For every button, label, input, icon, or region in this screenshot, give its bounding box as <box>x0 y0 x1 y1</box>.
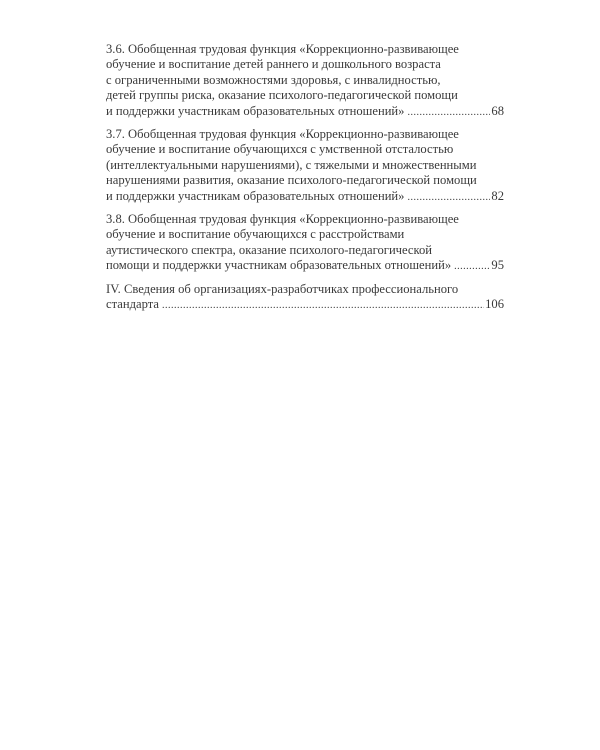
toc-entry-line: 3.7. Обобщенная трудовая функция «Коррекционно-развивающее <box>106 127 459 142</box>
toc-entry-line: обучение и воспитание обучающихся с расстройствами <box>106 227 405 242</box>
toc-entry-line: с ограниченными возможностями здоровья, с инвалидностью, <box>106 72 441 87</box>
toc-entry-3-8[interactable] <box>106 212 504 275</box>
toc-entry-line: детей группы риска, оказание психолого-педагогической помощи <box>106 88 458 103</box>
toc-entry-line: IV. Сведения об организациях-разработчиках профессионального <box>106 281 459 296</box>
toc-entry-line: аутистического спектра, оказание психолого-педагогической <box>106 242 433 257</box>
toc-entry-last-line <box>106 104 504 120</box>
table-of-contents <box>106 42 504 321</box>
toc-entry-3-7[interactable] <box>106 127 504 205</box>
toc-entry-last-line <box>106 189 504 205</box>
toc-entry-text: помощи и поддержки участникам образовательных отношений» <box>106 258 452 273</box>
toc-entry-line: обучение и воспитание обучающихся с умственной отсталостью <box>106 142 454 157</box>
toc-page-number: 95 <box>491 258 504 273</box>
toc-entry-last-line <box>106 297 504 313</box>
toc-entry-text: и поддержки участникам образовательных отношений» <box>106 188 405 203</box>
dot-leader <box>162 298 484 313</box>
dot-leader <box>407 105 490 120</box>
toc-entry-line: (интеллектуальными нарушениями), с тяжелыми и множественными <box>106 157 477 172</box>
toc-entry-iv[interactable] <box>106 282 504 314</box>
toc-entry-line: нарушениями развития, оказание психолого-педагогической помощи <box>106 173 477 188</box>
toc-entry-last-line <box>106 258 504 274</box>
toc-page-number: 106 <box>485 297 504 312</box>
toc-entry-text: и поддержки участникам образовательных отношений» <box>106 103 405 118</box>
toc-page-number: 82 <box>491 188 504 203</box>
toc-entry-line: 3.8. Обобщенная трудовая функция «Коррекционно-развивающее <box>106 212 459 227</box>
toc-entry-text: стандарта <box>106 297 159 312</box>
toc-page-number: 68 <box>491 103 504 118</box>
toc-entry-line: 3.6. Обобщенная трудовая функция «Коррекционно-развивающее <box>106 42 459 56</box>
dot-leader <box>407 190 490 205</box>
dot-leader <box>454 259 490 274</box>
toc-entry-line: обучение и воспитание детей раннего и дошкольного возраста <box>106 57 441 72</box>
toc-entry-3-6[interactable] <box>106 42 504 120</box>
